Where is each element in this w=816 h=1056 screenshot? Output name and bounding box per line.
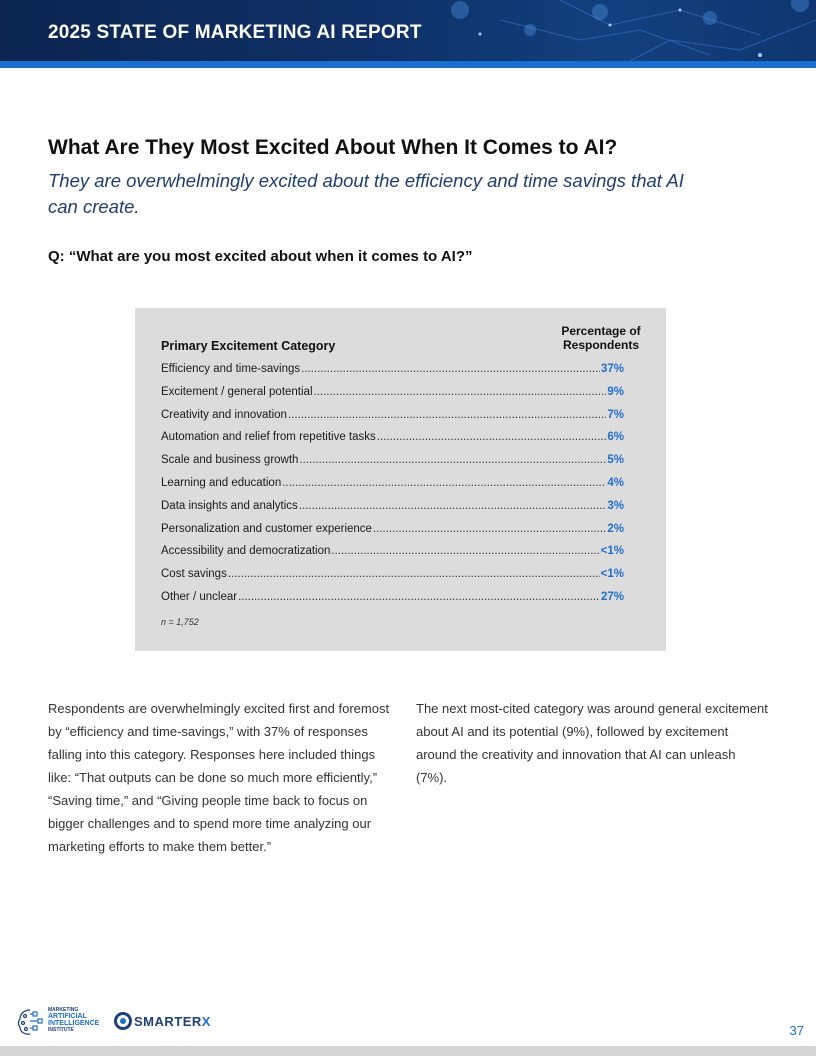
smarterx-ring-icon	[113, 1011, 133, 1031]
table-row	[161, 495, 624, 518]
category-column-header: Primary Excitement Category	[161, 339, 336, 353]
row-label: Accessibility and democratization	[161, 545, 331, 558]
row-value: 4%	[607, 476, 624, 489]
row-value: 37%	[600, 363, 624, 375]
body-paragraph-left: Respondents are overwhelmingly excited first and foremost by “efficiency and time-savings,” with 37% of responses falling into this category. Responses here included things like: “That outputs can be done so much more efficiently,” “Saving time,” and “Giving people time back to focus on bigger challenges and to spend more time analyzing our marketing efforts to make them better.”	[48, 701, 390, 854]
table-rows	[161, 358, 624, 609]
mai-logo	[16, 1005, 102, 1037]
page-number: 37	[789, 1023, 804, 1038]
table-row	[161, 518, 624, 541]
smarterx-logo	[113, 1011, 211, 1031]
row-label: Learning and education	[161, 476, 282, 489]
row-value: 27%	[600, 590, 624, 603]
footer-bar	[0, 1046, 816, 1056]
dot-leader	[377, 426, 607, 449]
survey-question: Q: “What are you most excited about when it comes to AI?”	[48, 248, 473, 265]
table-row	[161, 358, 624, 381]
mai-logo-text: MARKETING ARTIFICIAL INTELLIGENCE INSTITUTE	[48, 1007, 100, 1033]
report-title: 2025 STATE OF MARKETING AI REPORT	[48, 22, 422, 43]
row-value: <1%	[600, 545, 624, 558]
dot-leader	[299, 495, 607, 518]
report-header	[0, 0, 816, 68]
dot-leader	[373, 518, 606, 541]
section-subtitle: They are overwhelmingly excited about the efficiency and time savings that AI can create.	[48, 170, 684, 217]
row-value: <1%	[600, 568, 624, 581]
circuit-decoration	[380, 0, 816, 61]
dot-leader	[299, 449, 606, 472]
row-value: 9%	[607, 385, 624, 398]
row-label: Data insights and analytics	[161, 499, 298, 512]
dot-leader	[288, 404, 606, 427]
dot-leader	[331, 540, 599, 563]
dot-leader	[314, 381, 607, 404]
table-row	[161, 472, 624, 495]
row-label: Creativity and innovation	[161, 408, 287, 421]
row-value: 7%	[607, 408, 624, 421]
results-table	[135, 308, 666, 651]
row-label: Automation and relief from repetitive tasks	[161, 431, 376, 444]
row-value: 2%	[607, 522, 624, 535]
header-stripe	[0, 61, 816, 68]
table-row	[161, 586, 624, 609]
brain-circuit-icon	[16, 1007, 46, 1037]
row-label: Cost savings	[161, 568, 227, 581]
table-row	[161, 540, 624, 563]
percentage-column-header: Percentage of Respondents	[561, 324, 641, 352]
dot-leader	[238, 586, 600, 609]
row-label: Personalization and customer experience	[161, 522, 372, 535]
smarterx-logo-text: SMARTERX	[134, 1013, 211, 1029]
table-row	[161, 563, 624, 586]
table-row	[161, 381, 624, 404]
body-paragraph-right: The next most-cited category was around general excitement about AI and its potential (9%), followed by excitement around the creativity and innovation that AI can unleash (7%).	[416, 701, 768, 785]
sample-size-note: n = 1,752	[161, 617, 199, 627]
row-label: Other / unclear	[161, 590, 238, 603]
dot-leader	[301, 358, 600, 381]
row-label: Excitement / general potential	[161, 385, 313, 398]
dot-leader	[282, 472, 606, 495]
row-value: 6%	[607, 431, 624, 444]
row-value: 5%	[607, 454, 624, 467]
table-row	[161, 404, 624, 427]
row-label: Efficiency and time-savings	[161, 363, 301, 375]
row-label: Scale and business growth	[161, 454, 299, 467]
table-row	[161, 449, 624, 472]
section-title: What Are They Most Excited About When It Comes to AI?	[48, 136, 618, 159]
table-row	[161, 426, 624, 449]
row-value: 3%	[607, 499, 624, 512]
dot-leader	[228, 563, 600, 586]
